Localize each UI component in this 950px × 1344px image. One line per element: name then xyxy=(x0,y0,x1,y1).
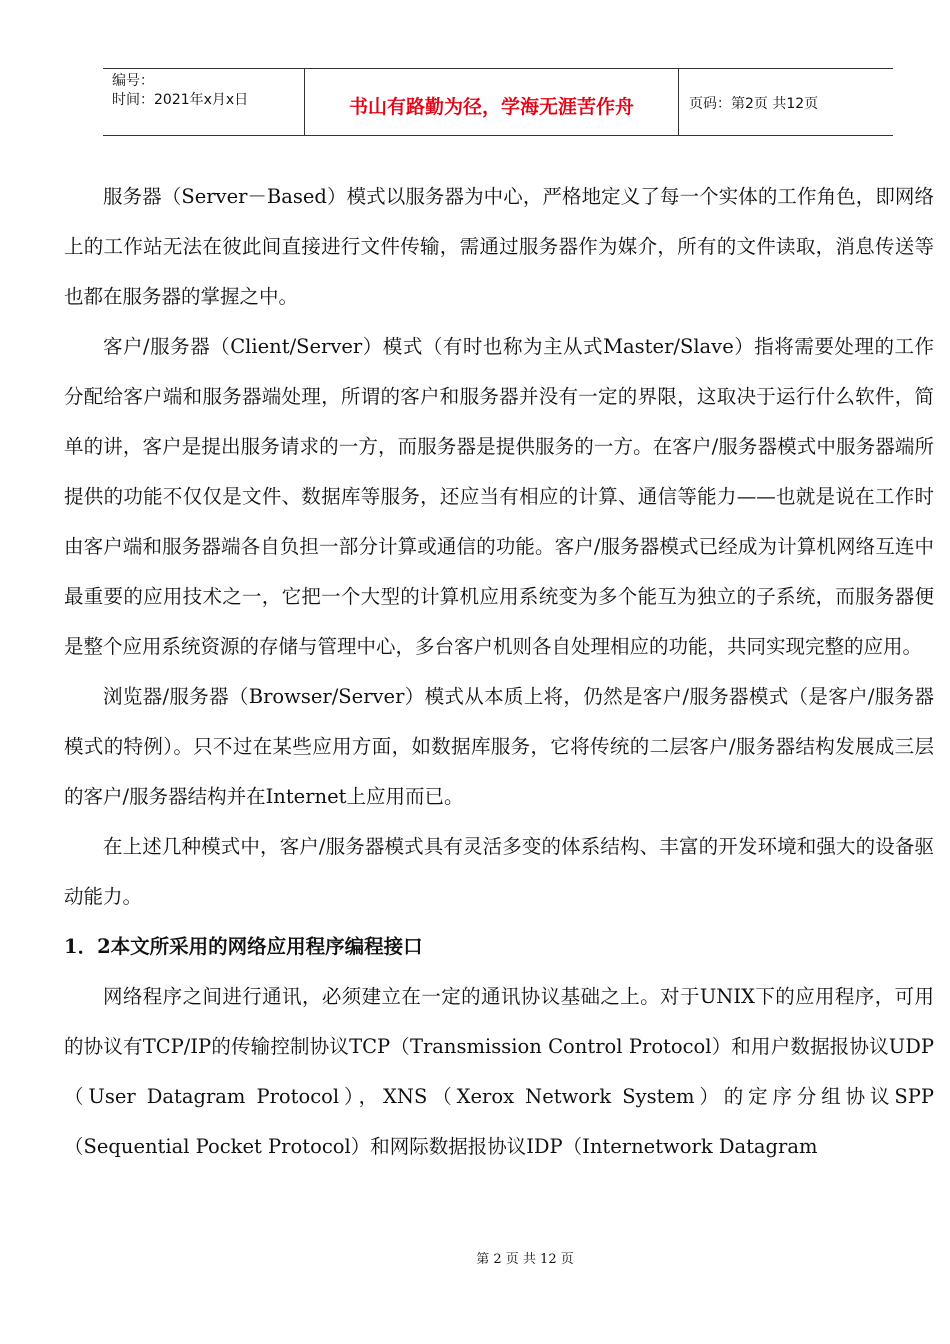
paragraph-server-based: 服务器（Server－Based）模式以服务器为中心，严格地定义了每一个实体的工作角色，即网络上的工作站无法在彼此间直接进行文件传输，需通过服务器作为媒介，所有的文件读取，消息传送等也都在服务器的掌握之中。 xyxy=(64,185,934,308)
page-header xyxy=(103,68,893,136)
paragraph-protocols: 网络程序之间进行通讯，必须建立在一定的通讯协议基础之上。对于UNIX下的应用程序，可用的协议有TCP/IP的传输控制协议TCP（Transmission Control Protocol）和用户数据报协议UDP（User Datagram Protocol），XNS（Xerox Network System）的定序分组协议SPP（Sequential Pocket Protocol）和网际数据报协议IDP（Internetwork Datagram xyxy=(64,985,934,1158)
paragraph-client-server: 客户/服务器（Client/Server）模式（有时也称为主从式Master/Slave）指将需要处理的工作分配给客户端和服务器端处理，所谓的客户和服务器并没有一定的界限，这取决于运行什么软件，简单的讲，客户是提出服务请求的一方，而服务器是提供服务的一方。在客户/服务器模式中服务器端所提供的功能不仅仅是文件、数据库等服务，还应当有相应的计算、通信等能力——也就是说在工作时由客户端和服务器端各自负担一部分计算或通信的功能。客户/服务器模式已经成为计算机网络互连中最重要的应用技术之一，它把一个大型的计算机应用系统变为多个能互为独立的子系统，而服务器便是整个应用系统资源的存储与管理中心，多台客户机则各自处理相应的功能，共同实现完整的应用。 xyxy=(64,335,934,658)
header-meta xyxy=(103,69,305,135)
page-footer: 第 2 页 共 12 页 xyxy=(476,1252,574,1267)
document-time-label: 时间：2021年x月x日 xyxy=(112,92,249,108)
document-body xyxy=(64,172,934,1172)
document-number-label: 编号： xyxy=(112,73,154,89)
header-slogan: 书山有路勤为径，学海无涯苦作舟 xyxy=(305,69,679,135)
paragraph-browser-server: 浏览器/服务器（Browser/Server）模式从本质上将，仍然是客户/服务器模式（是客户/服务器模式的特例）。只不过在某些应用方面，如数据库服务，它将传统的二层客户/服务器结构发展成三层的客户/服务器结构并在Internet上应用而已。 xyxy=(64,685,934,808)
section-heading: 1．2本文所采用的网络应用程序编程接口 xyxy=(64,935,423,958)
paragraph-summary: 在上述几种模式中，客户/服务器模式具有灵活多变的体系结构、丰富的开发环境和强大的设备驱动能力。 xyxy=(64,835,934,908)
header-page-number: 页码：第2页 共12页 xyxy=(689,96,819,112)
